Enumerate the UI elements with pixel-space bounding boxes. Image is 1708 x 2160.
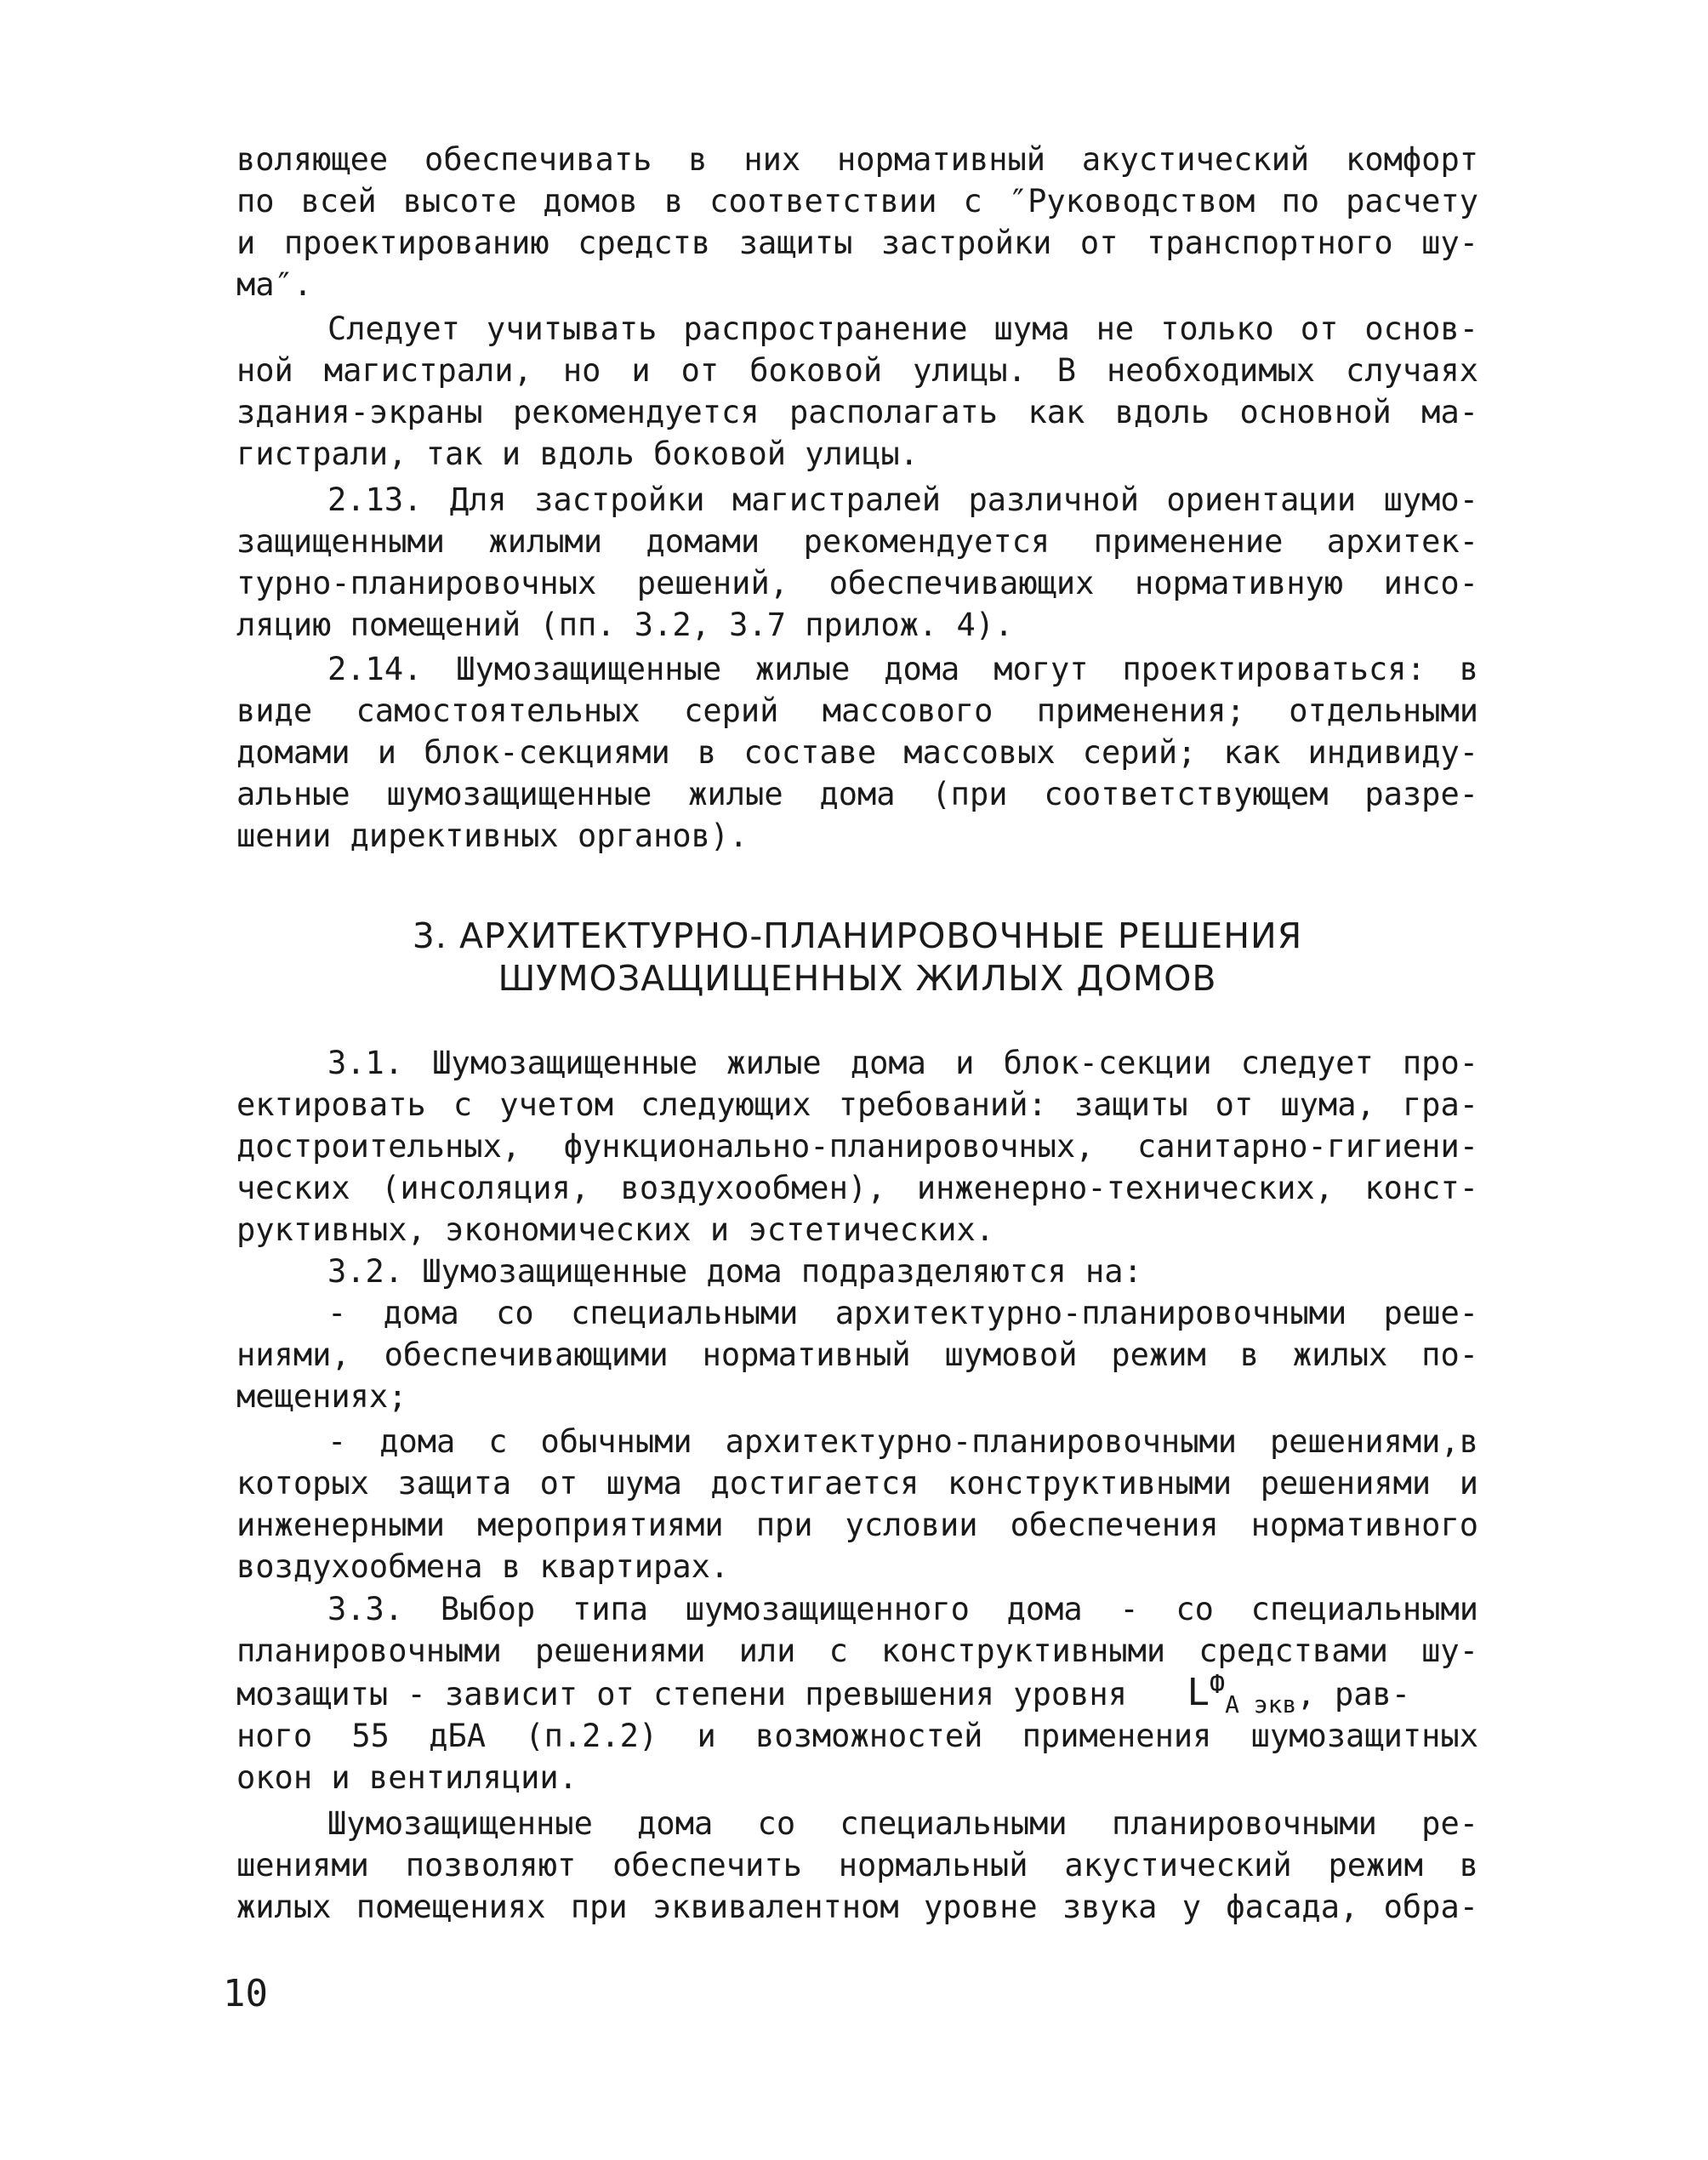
text-line: планировочными решениями или с конструктивными средствами шу- [236, 1633, 1478, 1669]
text-line: - дома со специальными архитектурно-планировочными реше- [327, 1295, 1478, 1331]
level-subscript: А экв [1225, 1690, 1297, 1718]
text-line: мещениях; [236, 1378, 407, 1415]
text-line: ма″. [236, 266, 313, 303]
level-symbol: L [1187, 1671, 1210, 1714]
text-line: домами и блок-секциями в составе массовых серий; как индивиду- [236, 734, 1478, 771]
text-line: 2.13. Для застройки магистралей различной ориентации шумо- [327, 482, 1478, 518]
text-line: воляющее обеспечивать в них нормативный акустический комфорт [236, 141, 1478, 178]
text-line: воздухообмена в квартирах. [236, 1548, 730, 1585]
text-line: ной магистрали, но и от боковой улицы. В необходимых случаях [236, 352, 1478, 389]
text-line: Шумозащищенные дома со специальными планировочными ре- [327, 1805, 1478, 1842]
text-line: 2.14. Шумозащищенные жилые дома могут проектироваться: в [327, 651, 1478, 687]
text-line: шении директивных органов). [236, 818, 749, 854]
text-line: достроительных, функционально-планировочных, санитарно-гигиени- [236, 1128, 1478, 1165]
text-line: ного 55 дБА (п.2.2) и возможностей применения шумозащитных [236, 1718, 1478, 1754]
level-superscript: Ф [1210, 1670, 1226, 1700]
text-line: турно-планировочных решений, обеспечивающих нормативную инсо- [236, 565, 1478, 601]
text-line: гистрали, так и вдоль боковой улицы. [236, 436, 919, 472]
text-line: ляцию помещений (пп. 3.2, 3.7 прилож. 4). [236, 607, 1014, 643]
text-line: здания-экраны рекомендуется располагать как вдоль основной ма- [236, 394, 1478, 430]
section-heading-line: 3. АРХИТЕКТУРНО-ПЛАНИРОВОЧНЫЕ РЕШЕНИЯ [412, 915, 1303, 956]
text-line: альные шумозащищенные жилые дома (при соответствующем разре- [236, 776, 1478, 812]
text-line: ниями, обеспечивающими нормативный шумовой режим в жилых по- [236, 1336, 1478, 1373]
formula-text-after: , рав- [1296, 1676, 1411, 1713]
text-line: 3.3. Выбор типа шумозащищенного дома - со специальными [327, 1591, 1478, 1627]
section-heading-line: ШУМОЗАЩИЩЕННЫХ ЖИЛЫХ ДОМОВ [498, 958, 1217, 999]
text-line: 3.1. Шумозащищенные жилые дома и блок-секции следует про- [327, 1045, 1478, 1081]
formula-text-before: мозащиты - зависит от степени превышения уровня [236, 1676, 1127, 1713]
text-line: защищенными жилыми домами рекомендуется применение архитек- [236, 523, 1478, 560]
text-line: руктивных, экономических и эстетических. [236, 1211, 995, 1248]
text-line: жилых помещениях при эквивалентном уровне звука у фасада, обра- [236, 1889, 1478, 1925]
text-line: Следует учитывать распространение шума не только от основ- [327, 311, 1478, 347]
text-line: - дома с обычными архитектурно-планировочными решениями,в [327, 1423, 1478, 1460]
text-line: и проектированию средств защиты застройки от транспортного шу- [236, 225, 1478, 261]
text-line: ческих (инсоляция, воздухообмен), инженерно-технических, конст- [236, 1170, 1478, 1206]
text-line: окон и вентиляции. [236, 1759, 578, 1796]
page-number: 10 [223, 1972, 268, 2015]
text-line: инженерными мероприятиями при условии обеспечения нормативного [236, 1507, 1478, 1543]
text-line: шениями позволяют обеспечить нормальный акустический режим в [236, 1847, 1478, 1884]
text-line: ектировать с учетом следующих требований: защиты от шума, гра- [236, 1086, 1478, 1123]
text-line: 3.2. Шумозащищенные дома подразделяются на: [327, 1253, 1142, 1290]
text-line: по всей высоте домов в соответствии с ″Руководством по расчету [236, 183, 1478, 219]
formula-line [236, 1672, 1478, 1721]
text-line: виде самостоятельных серий массового применения; отдельными [236, 692, 1478, 729]
text-line: которых защита от шума достигается конструктивными решениями и [236, 1465, 1478, 1502]
